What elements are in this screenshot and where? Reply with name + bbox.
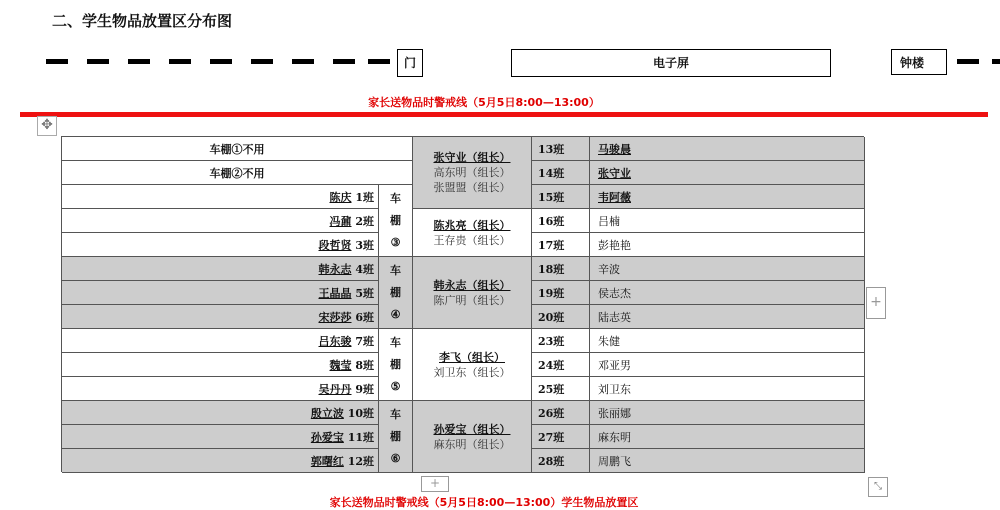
- monitor-name-cell: 侯志杰: [590, 281, 865, 305]
- placement-table: [61, 136, 864, 472]
- shed-6-label: 车 棚 ⑥: [379, 401, 413, 473]
- shed-3-label: 车 棚 ③: [379, 185, 413, 257]
- add-column-button[interactable]: +: [866, 287, 886, 319]
- monitor-name-cell: 周鹏飞: [590, 449, 865, 473]
- class-cell: 19班: [532, 281, 590, 305]
- left-class-cell: 宋莎莎 6班: [62, 305, 379, 329]
- class-cell: 15班: [532, 185, 590, 209]
- monitor-name-cell: 邓亚男: [590, 353, 865, 377]
- screen-label-box: 电子屏: [511, 49, 831, 77]
- left-class-cell: 魏莹 8班: [62, 353, 379, 377]
- monitor-name-cell: 陆志英: [590, 305, 865, 329]
- class-cell: 17班: [532, 233, 590, 257]
- page-heading: 二、学生物品放置区分布图: [52, 12, 233, 30]
- table-resize-handle-icon[interactable]: ⤡: [868, 477, 888, 497]
- class-cell: 25班: [532, 377, 590, 401]
- leader-group-1: 张守业（组长） 高东明（组长） 张盟盟（组长）: [413, 137, 532, 209]
- monitor-name-cell: 吕楠: [590, 209, 865, 233]
- leader-group-2: 陈兆亮（组长） 王存贵（组长）: [413, 209, 532, 257]
- class-cell: 13班: [532, 137, 590, 161]
- left-class-cell: 郭曙红 12班: [62, 449, 379, 473]
- leader-group-4: 李飞（组长） 刘卫东（组长）: [413, 329, 532, 401]
- warning-line-label: 家长送物品时警戒线（5月5日8:00—13:00）: [368, 96, 600, 109]
- left-class-cell: 陈庆 1班: [62, 185, 379, 209]
- leader-group-3: 韩永志（组长） 陈广明（组长）: [413, 257, 532, 329]
- monitor-name-cell: 麻东明: [590, 425, 865, 449]
- leader-group-5: 孙爱宝（组长） 麻东明（组长）: [413, 401, 532, 473]
- monitor-name-cell: 辛波: [590, 257, 865, 281]
- class-cell: 28班: [532, 449, 590, 473]
- class-cell: 18班: [532, 257, 590, 281]
- left-class-cell: 孙爱宝 11班: [62, 425, 379, 449]
- left-class-cell: 段哲贤 3班: [62, 233, 379, 257]
- monitor-name-cell: 张守业: [590, 161, 865, 185]
- class-cell: 27班: [532, 425, 590, 449]
- monitor-name-cell: 韦阿薇: [590, 185, 865, 209]
- class-cell: 26班: [532, 401, 590, 425]
- class-cell: 16班: [532, 209, 590, 233]
- monitor-name-cell: 张丽娜: [590, 401, 865, 425]
- bell-tower-label-box: 钟楼: [891, 49, 947, 75]
- class-cell: 24班: [532, 353, 590, 377]
- add-row-button[interactable]: +: [421, 476, 449, 492]
- monitor-name-cell: 马骏晨: [590, 137, 865, 161]
- shed-2-cell: 车棚②不用: [62, 161, 413, 185]
- left-class-cell: 殷立波 10班: [62, 401, 379, 425]
- monitor-name-cell: 朱健: [590, 329, 865, 353]
- left-class-cell: 吕东骏 7班: [62, 329, 379, 353]
- table-move-handle-icon[interactable]: ✥: [37, 116, 57, 136]
- left-class-cell: 冯鼐 2班: [62, 209, 379, 233]
- class-cell: 14班: [532, 161, 590, 185]
- left-class-cell: 吴丹丹 9班: [62, 377, 379, 401]
- shed-5-label: 车 棚 ⑤: [379, 329, 413, 401]
- shed-1-cell: 车棚①不用: [62, 137, 413, 161]
- red-warning-line: [20, 112, 988, 117]
- class-cell: 23班: [532, 329, 590, 353]
- left-class-cell: 王晶晶 5班: [62, 281, 379, 305]
- left-class-cell: 韩永志 4班: [62, 257, 379, 281]
- monitor-name-cell: 刘卫东: [590, 377, 865, 401]
- shed-4-label: 车 棚 ④: [379, 257, 413, 329]
- door-label-box: 门: [397, 49, 423, 77]
- monitor-name-cell: 彭艳艳: [590, 233, 865, 257]
- bottom-note: 家长送物品时警戒线（5月5日8:00—13:00）学生物品放置区: [329, 496, 639, 509]
- class-cell: 20班: [532, 305, 590, 329]
